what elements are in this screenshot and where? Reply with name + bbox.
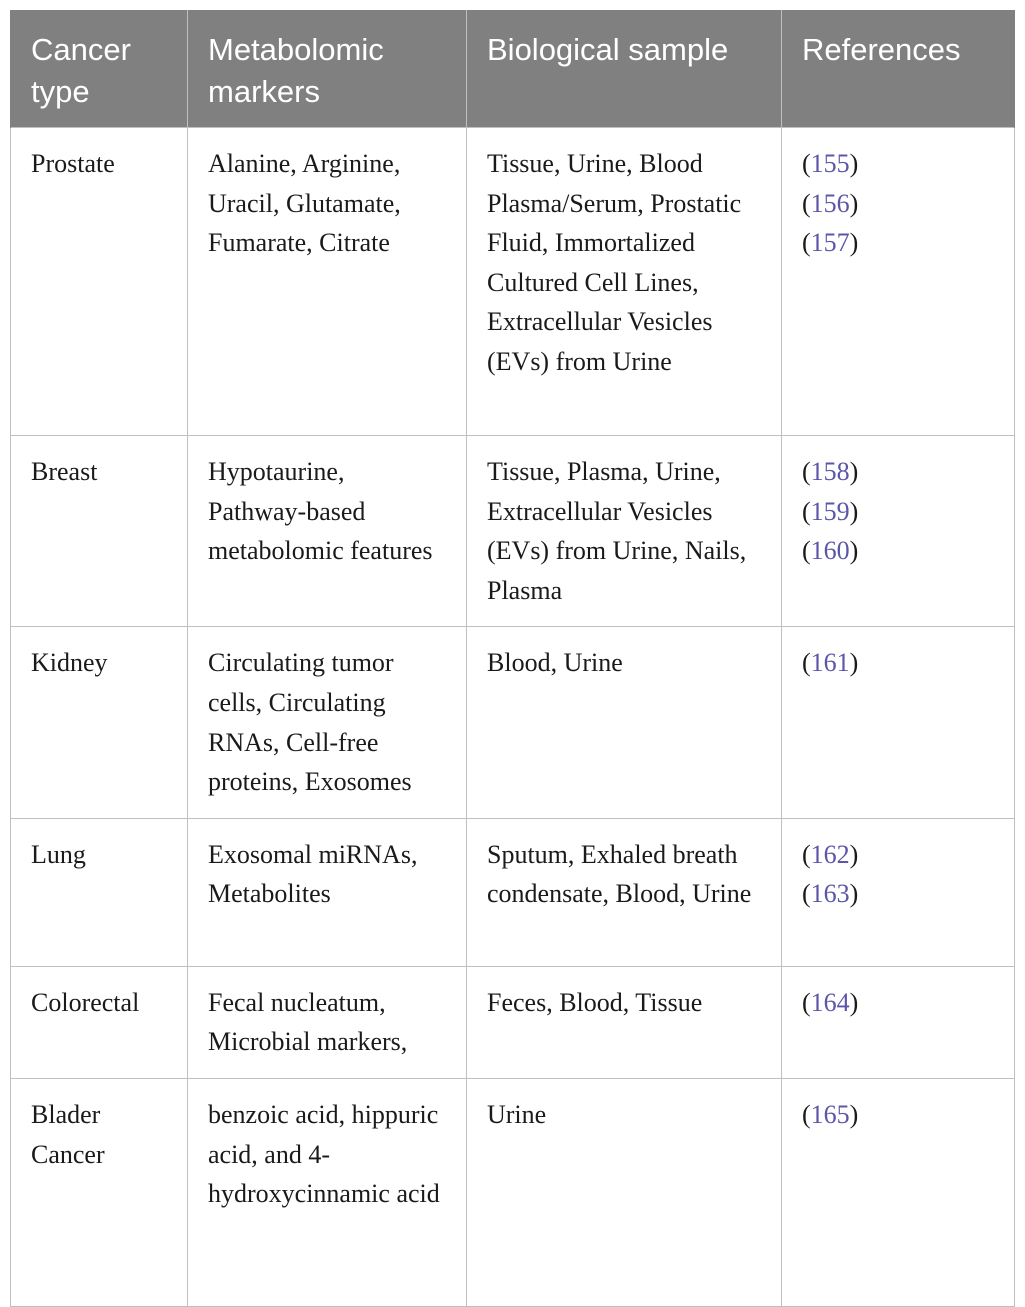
cell-markers: Alanine, Arginine, Uracil, Glutamate, Fumarate, Citrate xyxy=(188,128,467,436)
cell-sample: Sputum, Exhaled breath condensate, Blood, Urine xyxy=(467,818,782,966)
cell-cancer-type: Blader Cancer xyxy=(11,1078,188,1306)
cell-sample: Feces, Blood, Tissue xyxy=(467,966,782,1078)
table-row xyxy=(11,818,1015,966)
reference-link[interactable]: (162) xyxy=(802,839,859,869)
cancer-metabolomic-markers-table xyxy=(10,10,1015,1307)
cell-cancer-type: Colorectal xyxy=(11,966,188,1078)
reference-link[interactable]: (156) xyxy=(802,188,859,218)
header-cancer-type: Cancer type xyxy=(11,10,188,128)
header-metabolomic-markers: Metabolomic markers xyxy=(188,10,467,128)
cell-markers: benzoic acid, hippuric acid, and 4-hydroxycinnamic acid xyxy=(188,1078,467,1306)
reference-link[interactable]: (155) xyxy=(802,149,859,178)
cell-references xyxy=(782,966,1015,1078)
cell-sample: Tissue, Urine, Blood Plasma/Serum, Prostatic Fluid, Immortalized Cultured Cell Lines, Extracellular Vesicles (EVs) from Urine xyxy=(467,128,782,436)
table-row xyxy=(11,627,1015,818)
reference-link[interactable]: (160) xyxy=(802,536,859,566)
reference-link[interactable]: (158) xyxy=(802,457,859,486)
reference-link[interactable]: (163) xyxy=(802,879,859,909)
cell-sample: Blood, Urine xyxy=(467,627,782,818)
cell-sample: Tissue, Plasma, Urine, Extracellular Vesicles (EVs) from Urine, Nails, Plasma xyxy=(467,436,782,627)
cell-references xyxy=(782,436,1015,627)
cell-cancer-type: Breast xyxy=(11,436,188,627)
cell-cancer-type: Kidney xyxy=(11,627,188,818)
cell-references xyxy=(782,1078,1015,1306)
header-references: References xyxy=(782,10,1015,128)
table-row xyxy=(11,436,1015,627)
table-row xyxy=(11,128,1015,436)
cell-cancer-type: Prostate xyxy=(11,128,188,436)
cell-references xyxy=(782,818,1015,966)
cell-references xyxy=(782,128,1015,436)
reference-link[interactable]: (157) xyxy=(802,228,859,258)
reference-link[interactable]: (159) xyxy=(802,496,859,526)
table-row xyxy=(11,966,1015,1078)
cell-references xyxy=(782,627,1015,818)
cell-markers: Hypotaurine, Pathway-based metabolomic features xyxy=(188,436,467,627)
cell-markers: Exosomal miRNAs, Metabolites xyxy=(188,818,467,966)
reference-link[interactable]: (165) xyxy=(802,1099,859,1129)
header-biological-sample: Biological sample xyxy=(467,10,782,128)
cell-markers: Fecal nucleatum, Microbial markers, xyxy=(188,966,467,1078)
table-header-row xyxy=(11,10,1015,128)
cell-cancer-type: Lung xyxy=(11,818,188,966)
cell-markers: Circulating tumor cells, Circulating RNAs, Cell-free proteins, Exosomes xyxy=(188,627,467,818)
cell-sample: Urine xyxy=(467,1078,782,1306)
table-row xyxy=(11,1078,1015,1306)
reference-link[interactable]: (164) xyxy=(802,987,859,1017)
reference-link[interactable]: (161) xyxy=(802,648,859,678)
